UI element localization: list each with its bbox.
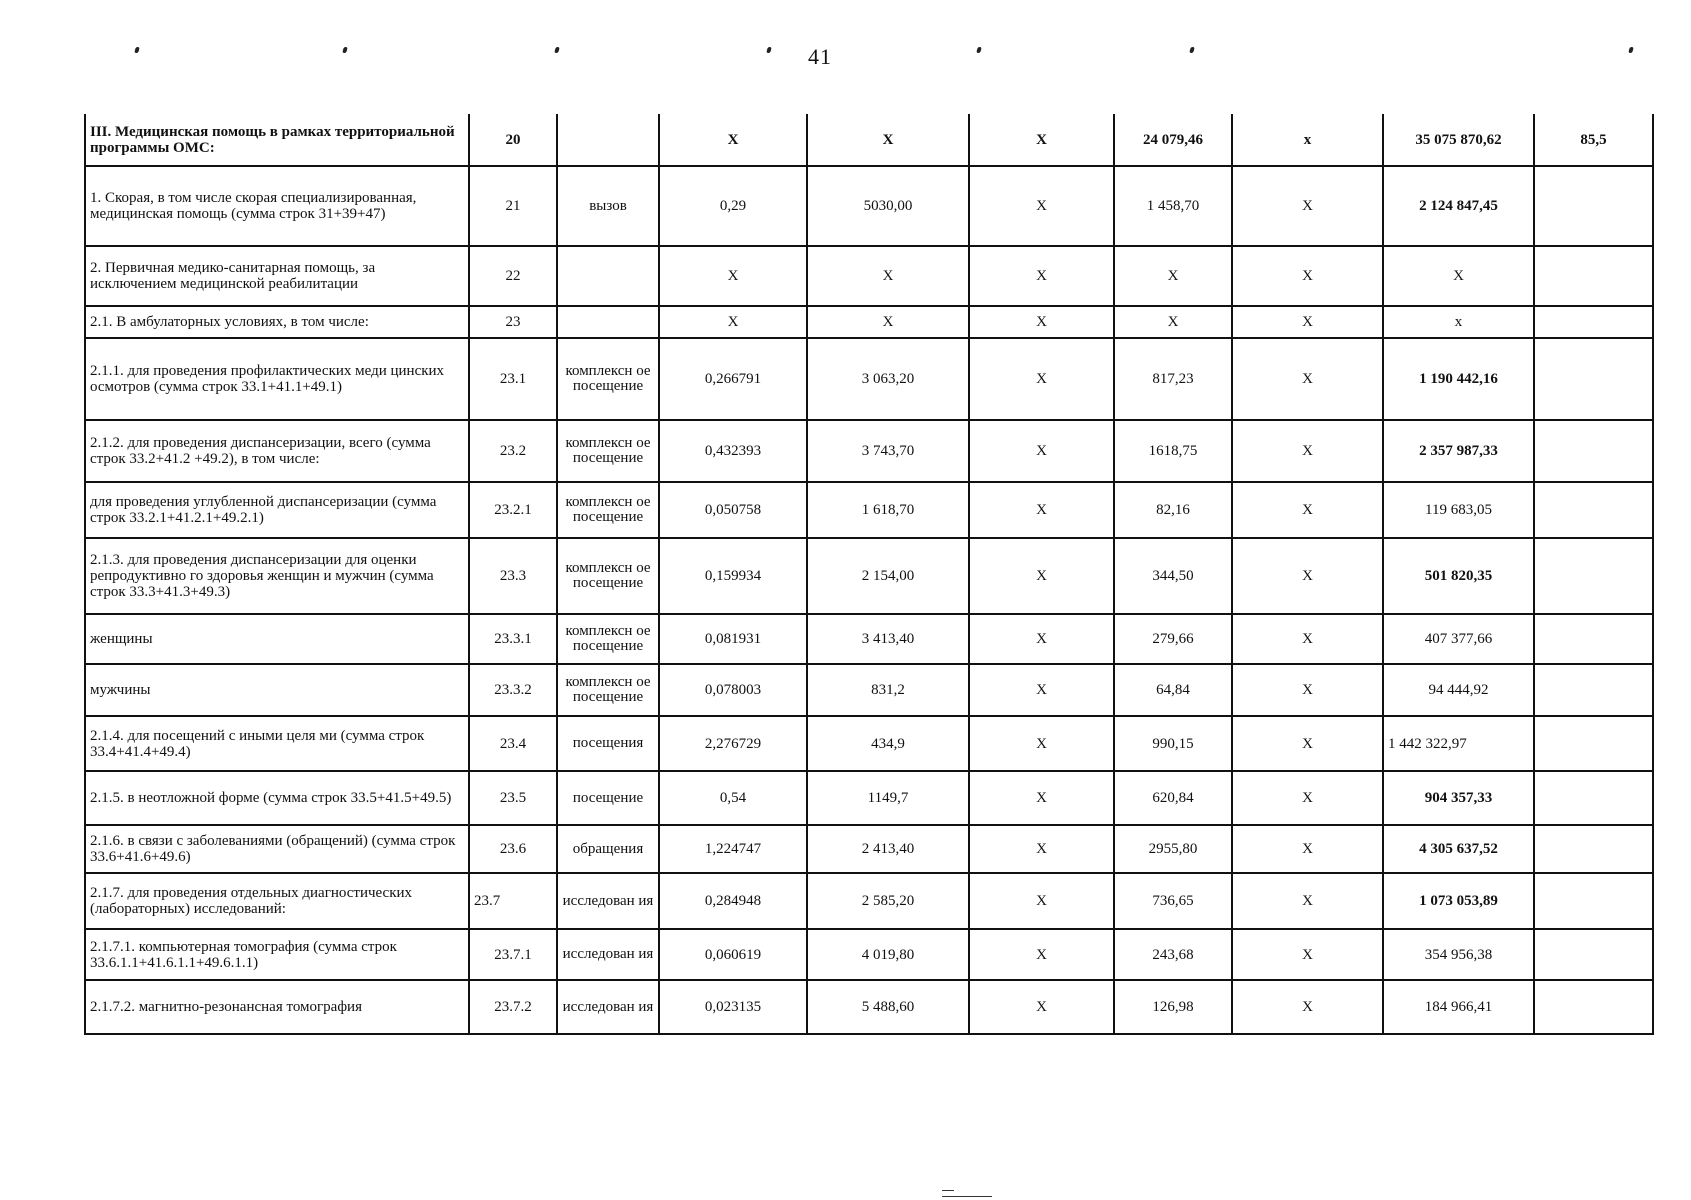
- row-name-cell: 2.1.7. для проведения отдельных диагностических (лабораторных) исследований:: [85, 873, 469, 929]
- volume-norm-cell: X: [659, 306, 807, 338]
- budget-total-cell: X: [1232, 825, 1383, 873]
- unit-of-measure-cell: вызов: [557, 166, 659, 246]
- volume-norm-cell: 0,284948: [659, 873, 807, 929]
- volume-norm-cell: 0,078003: [659, 664, 807, 716]
- row-code-cell: 23.5: [469, 771, 557, 825]
- oms-per-capita-cell: 243,68: [1114, 929, 1232, 980]
- row-name-cell: женщины: [85, 614, 469, 664]
- unit-of-measure-cell: [557, 114, 659, 166]
- row-code-cell: 23.1: [469, 338, 557, 420]
- row-code-cell: 23.7.2: [469, 980, 557, 1034]
- budget-total-cell: x: [1232, 114, 1383, 166]
- oms-total-cell: x: [1383, 306, 1534, 338]
- budget-per-capita-cell: X: [969, 825, 1114, 873]
- table-row: [85, 166, 1653, 246]
- oms-total-cell: 501 820,35: [1383, 538, 1534, 614]
- row-code-cell: 23.2.1: [469, 482, 557, 538]
- oms-per-capita-cell: 990,15: [1114, 716, 1232, 771]
- unit-of-measure-cell: исследован ия: [557, 929, 659, 980]
- oms-per-capita-cell: 2955,80: [1114, 825, 1232, 873]
- row-name-cell: для проведения углубленной диспансеризации (сумма строк 33.2.1+41.2.1+49.2.1): [85, 482, 469, 538]
- row-name-cell: 2.1. В амбулаторных условиях, в том числе:: [85, 306, 469, 338]
- share-percent-cell: [1534, 166, 1653, 246]
- unit-of-measure-cell: исследован ия: [557, 980, 659, 1034]
- volume-norm-cell: 0,29: [659, 166, 807, 246]
- oms-total-cell: 1 073 053,89: [1383, 873, 1534, 929]
- cost-norm-cell: 2 413,40: [807, 825, 969, 873]
- row-name-cell: III. Медицинская помощь в рамках территориальной программы ОМС:: [85, 114, 469, 166]
- table-row: [85, 420, 1653, 482]
- budget-per-capita-cell: X: [969, 114, 1114, 166]
- row-name-cell: мужчины: [85, 664, 469, 716]
- row-name-cell: 2. Первичная медико-санитарная помощь, за исключением медицинской реабилитации: [85, 246, 469, 306]
- cost-norm-cell: X: [807, 306, 969, 338]
- share-percent-cell: [1534, 538, 1653, 614]
- cost-norm-cell: 3 743,70: [807, 420, 969, 482]
- oms-per-capita-cell: 1 458,70: [1114, 166, 1232, 246]
- row-code-cell: 23.7.1: [469, 929, 557, 980]
- budget-total-cell: X: [1232, 338, 1383, 420]
- oms-program-table: [84, 114, 1654, 1035]
- row-code-cell: 23.4: [469, 716, 557, 771]
- volume-norm-cell: 0,266791: [659, 338, 807, 420]
- budget-total-cell: X: [1232, 538, 1383, 614]
- volume-norm-cell: 0,081931: [659, 614, 807, 664]
- row-code-cell: 23.3.2: [469, 664, 557, 716]
- row-code-cell: 23.2: [469, 420, 557, 482]
- budget-total-cell: X: [1232, 980, 1383, 1034]
- share-percent-cell: [1534, 664, 1653, 716]
- share-percent-cell: [1534, 246, 1653, 306]
- oms-per-capita-cell: X: [1114, 246, 1232, 306]
- share-percent-cell: [1534, 338, 1653, 420]
- budget-per-capita-cell: X: [969, 166, 1114, 246]
- row-code-cell: 23.3: [469, 538, 557, 614]
- volume-norm-cell: 0,54: [659, 771, 807, 825]
- table-row: [85, 306, 1653, 338]
- oms-per-capita-cell: 817,23: [1114, 338, 1232, 420]
- unit-of-measure-cell: [557, 306, 659, 338]
- budget-per-capita-cell: X: [969, 420, 1114, 482]
- cost-norm-cell: 1149,7: [807, 771, 969, 825]
- share-percent-cell: [1534, 825, 1653, 873]
- footer-mark: [942, 1190, 954, 1191]
- oms-total-cell: 119 683,05: [1383, 482, 1534, 538]
- row-name-cell: 1. Скорая, в том числе скорая специализированная, медицинская помощь (сумма строк 31+39+47): [85, 166, 469, 246]
- scan-dot-mark: [554, 47, 560, 53]
- table-row: [85, 825, 1653, 873]
- budget-total-cell: X: [1232, 306, 1383, 338]
- table-row: [85, 114, 1653, 166]
- share-percent-cell: [1534, 614, 1653, 664]
- oms-per-capita-cell: 279,66: [1114, 614, 1232, 664]
- row-code-cell: 20: [469, 114, 557, 166]
- share-percent-cell: [1534, 873, 1653, 929]
- share-percent-cell: [1534, 482, 1653, 538]
- cost-norm-cell: 1 618,70: [807, 482, 969, 538]
- share-percent-cell: [1534, 420, 1653, 482]
- table-row: [85, 873, 1653, 929]
- table-row: [85, 538, 1653, 614]
- budget-per-capita-cell: X: [969, 873, 1114, 929]
- unit-of-measure-cell: посещение: [557, 771, 659, 825]
- unit-of-measure-cell: посещения: [557, 716, 659, 771]
- oms-per-capita-cell: 64,84: [1114, 664, 1232, 716]
- oms-total-cell: 1 190 442,16: [1383, 338, 1534, 420]
- share-percent-cell: [1534, 306, 1653, 338]
- table-row: [85, 664, 1653, 716]
- budget-per-capita-cell: X: [969, 771, 1114, 825]
- budget-per-capita-cell: X: [969, 664, 1114, 716]
- scan-dot-mark: [976, 47, 982, 53]
- oms-total-cell: 1 442 322,97: [1383, 716, 1534, 771]
- row-name-cell: 2.1.6. в связи с заболеваниями (обращений) (сумма строк 33.6+41.6+49.6): [85, 825, 469, 873]
- oms-total-cell: 2 357 987,33: [1383, 420, 1534, 482]
- unit-of-measure-cell: исследован ия: [557, 873, 659, 929]
- scan-dot-mark: [1628, 47, 1634, 53]
- table-row: [85, 246, 1653, 306]
- budget-per-capita-cell: X: [969, 614, 1114, 664]
- unit-of-measure-cell: комплексн ое посещение: [557, 420, 659, 482]
- budget-total-cell: X: [1232, 420, 1383, 482]
- budget-total-cell: X: [1232, 246, 1383, 306]
- volume-norm-cell: 0,050758: [659, 482, 807, 538]
- unit-of-measure-cell: комплексн ое посещение: [557, 538, 659, 614]
- share-percent-cell: [1534, 771, 1653, 825]
- volume-norm-cell: 2,276729: [659, 716, 807, 771]
- cost-norm-cell: X: [807, 114, 969, 166]
- budget-per-capita-cell: X: [969, 538, 1114, 614]
- oms-per-capita-cell: 344,50: [1114, 538, 1232, 614]
- row-code-cell: 23.7: [469, 873, 557, 929]
- cost-norm-cell: 434,9: [807, 716, 969, 771]
- cost-norm-cell: 831,2: [807, 664, 969, 716]
- oms-per-capita-cell: 126,98: [1114, 980, 1232, 1034]
- oms-total-cell: 407 377,66: [1383, 614, 1534, 664]
- volume-norm-cell: 0,432393: [659, 420, 807, 482]
- cost-norm-cell: 4 019,80: [807, 929, 969, 980]
- cost-norm-cell: 5030,00: [807, 166, 969, 246]
- unit-of-measure-cell: обращения: [557, 825, 659, 873]
- unit-of-measure-cell: [557, 246, 659, 306]
- table-row: [85, 338, 1653, 420]
- row-code-cell: 21: [469, 166, 557, 246]
- share-percent-cell: [1534, 980, 1653, 1034]
- table-row: [85, 716, 1653, 771]
- table-row: [85, 929, 1653, 980]
- budget-per-capita-cell: X: [969, 482, 1114, 538]
- budget-total-cell: X: [1232, 664, 1383, 716]
- cost-norm-cell: 3 063,20: [807, 338, 969, 420]
- oms-per-capita-cell: X: [1114, 306, 1232, 338]
- row-name-cell: 2.1.7.1. компьютерная томография (сумма строк 33.6.1.1+41.6.1.1+49.6.1.1): [85, 929, 469, 980]
- row-code-cell: 23: [469, 306, 557, 338]
- unit-of-measure-cell: комплексн ое посещение: [557, 664, 659, 716]
- budget-per-capita-cell: X: [969, 338, 1114, 420]
- budget-total-cell: X: [1232, 771, 1383, 825]
- row-name-cell: 2.1.3. для проведения диспансеризации для оценки репродуктивно го здоровья женщин и мужчин (сумма строк 33.3+41.3+49.3): [85, 538, 469, 614]
- cost-norm-cell: 5 488,60: [807, 980, 969, 1034]
- oms-total-cell: 184 966,41: [1383, 980, 1534, 1034]
- budget-per-capita-cell: X: [969, 306, 1114, 338]
- budget-total-cell: X: [1232, 166, 1383, 246]
- oms-total-cell: 4 305 637,52: [1383, 825, 1534, 873]
- scan-dot-mark: [134, 47, 140, 53]
- row-name-cell: 2.1.2. для проведения диспансеризации, всего (сумма строк 33.2+41.2 +49.2), в том числе:: [85, 420, 469, 482]
- volume-norm-cell: 0,060619: [659, 929, 807, 980]
- oms-per-capita-cell: 620,84: [1114, 771, 1232, 825]
- table-row: [85, 771, 1653, 825]
- oms-total-cell: 94 444,92: [1383, 664, 1534, 716]
- unit-of-measure-cell: комплексн ое посещение: [557, 614, 659, 664]
- oms-per-capita-cell: 82,16: [1114, 482, 1232, 538]
- unit-of-measure-cell: комплексн ое посещение: [557, 338, 659, 420]
- oms-total-cell: 35 075 870,62: [1383, 114, 1534, 166]
- scan-dot-mark: [1189, 47, 1195, 53]
- share-percent-cell: [1534, 929, 1653, 980]
- cost-norm-cell: X: [807, 246, 969, 306]
- scan-dot-mark: [766, 47, 772, 53]
- budget-total-cell: X: [1232, 614, 1383, 664]
- row-name-cell: 2.1.5. в неотложной форме (сумма строк 33.5+41.5+49.5): [85, 771, 469, 825]
- budget-per-capita-cell: X: [969, 929, 1114, 980]
- table-row: [85, 482, 1653, 538]
- volume-norm-cell: 0,023135: [659, 980, 807, 1034]
- volume-norm-cell: 1,224747: [659, 825, 807, 873]
- scan-dot-mark: [342, 47, 348, 53]
- row-code-cell: 22: [469, 246, 557, 306]
- budget-total-cell: X: [1232, 929, 1383, 980]
- row-name-cell: 2.1.4. для посещений с иными целя ми (сумма строк 33.4+41.4+49.4): [85, 716, 469, 771]
- footer-rule: [942, 1196, 992, 1197]
- row-code-cell: 23.3.1: [469, 614, 557, 664]
- row-name-cell: 2.1.1. для проведения профилактических меди цинских осмотров (сумма строк 33.1+41.1+49.1): [85, 338, 469, 420]
- budget-total-cell: X: [1232, 873, 1383, 929]
- oms-total-cell: X: [1383, 246, 1534, 306]
- volume-norm-cell: 0,159934: [659, 538, 807, 614]
- share-percent-cell: 85,5: [1534, 114, 1653, 166]
- oms-total-cell: 354 956,38: [1383, 929, 1534, 980]
- table-row: [85, 614, 1653, 664]
- budget-per-capita-cell: X: [969, 980, 1114, 1034]
- table-row: [85, 980, 1653, 1034]
- volume-norm-cell: X: [659, 246, 807, 306]
- volume-norm-cell: X: [659, 114, 807, 166]
- table-body: [85, 114, 1653, 1034]
- cost-norm-cell: 2 154,00: [807, 538, 969, 614]
- oms-per-capita-cell: 736,65: [1114, 873, 1232, 929]
- share-percent-cell: [1534, 716, 1653, 771]
- unit-of-measure-cell: комплексн ое посещение: [557, 482, 659, 538]
- budget-total-cell: X: [1232, 482, 1383, 538]
- oms-per-capita-cell: 24 079,46: [1114, 114, 1232, 166]
- row-name-cell: 2.1.7.2. магнитно-резонансная томография: [85, 980, 469, 1034]
- cost-norm-cell: 2 585,20: [807, 873, 969, 929]
- budget-per-capita-cell: X: [969, 716, 1114, 771]
- oms-total-cell: 2 124 847,45: [1383, 166, 1534, 246]
- oms-per-capita-cell: 1618,75: [1114, 420, 1232, 482]
- row-code-cell: 23.6: [469, 825, 557, 873]
- page-number: 41: [808, 44, 832, 69]
- oms-total-cell: 904 357,33: [1383, 771, 1534, 825]
- budget-per-capita-cell: X: [969, 246, 1114, 306]
- cost-norm-cell: 3 413,40: [807, 614, 969, 664]
- budget-total-cell: X: [1232, 716, 1383, 771]
